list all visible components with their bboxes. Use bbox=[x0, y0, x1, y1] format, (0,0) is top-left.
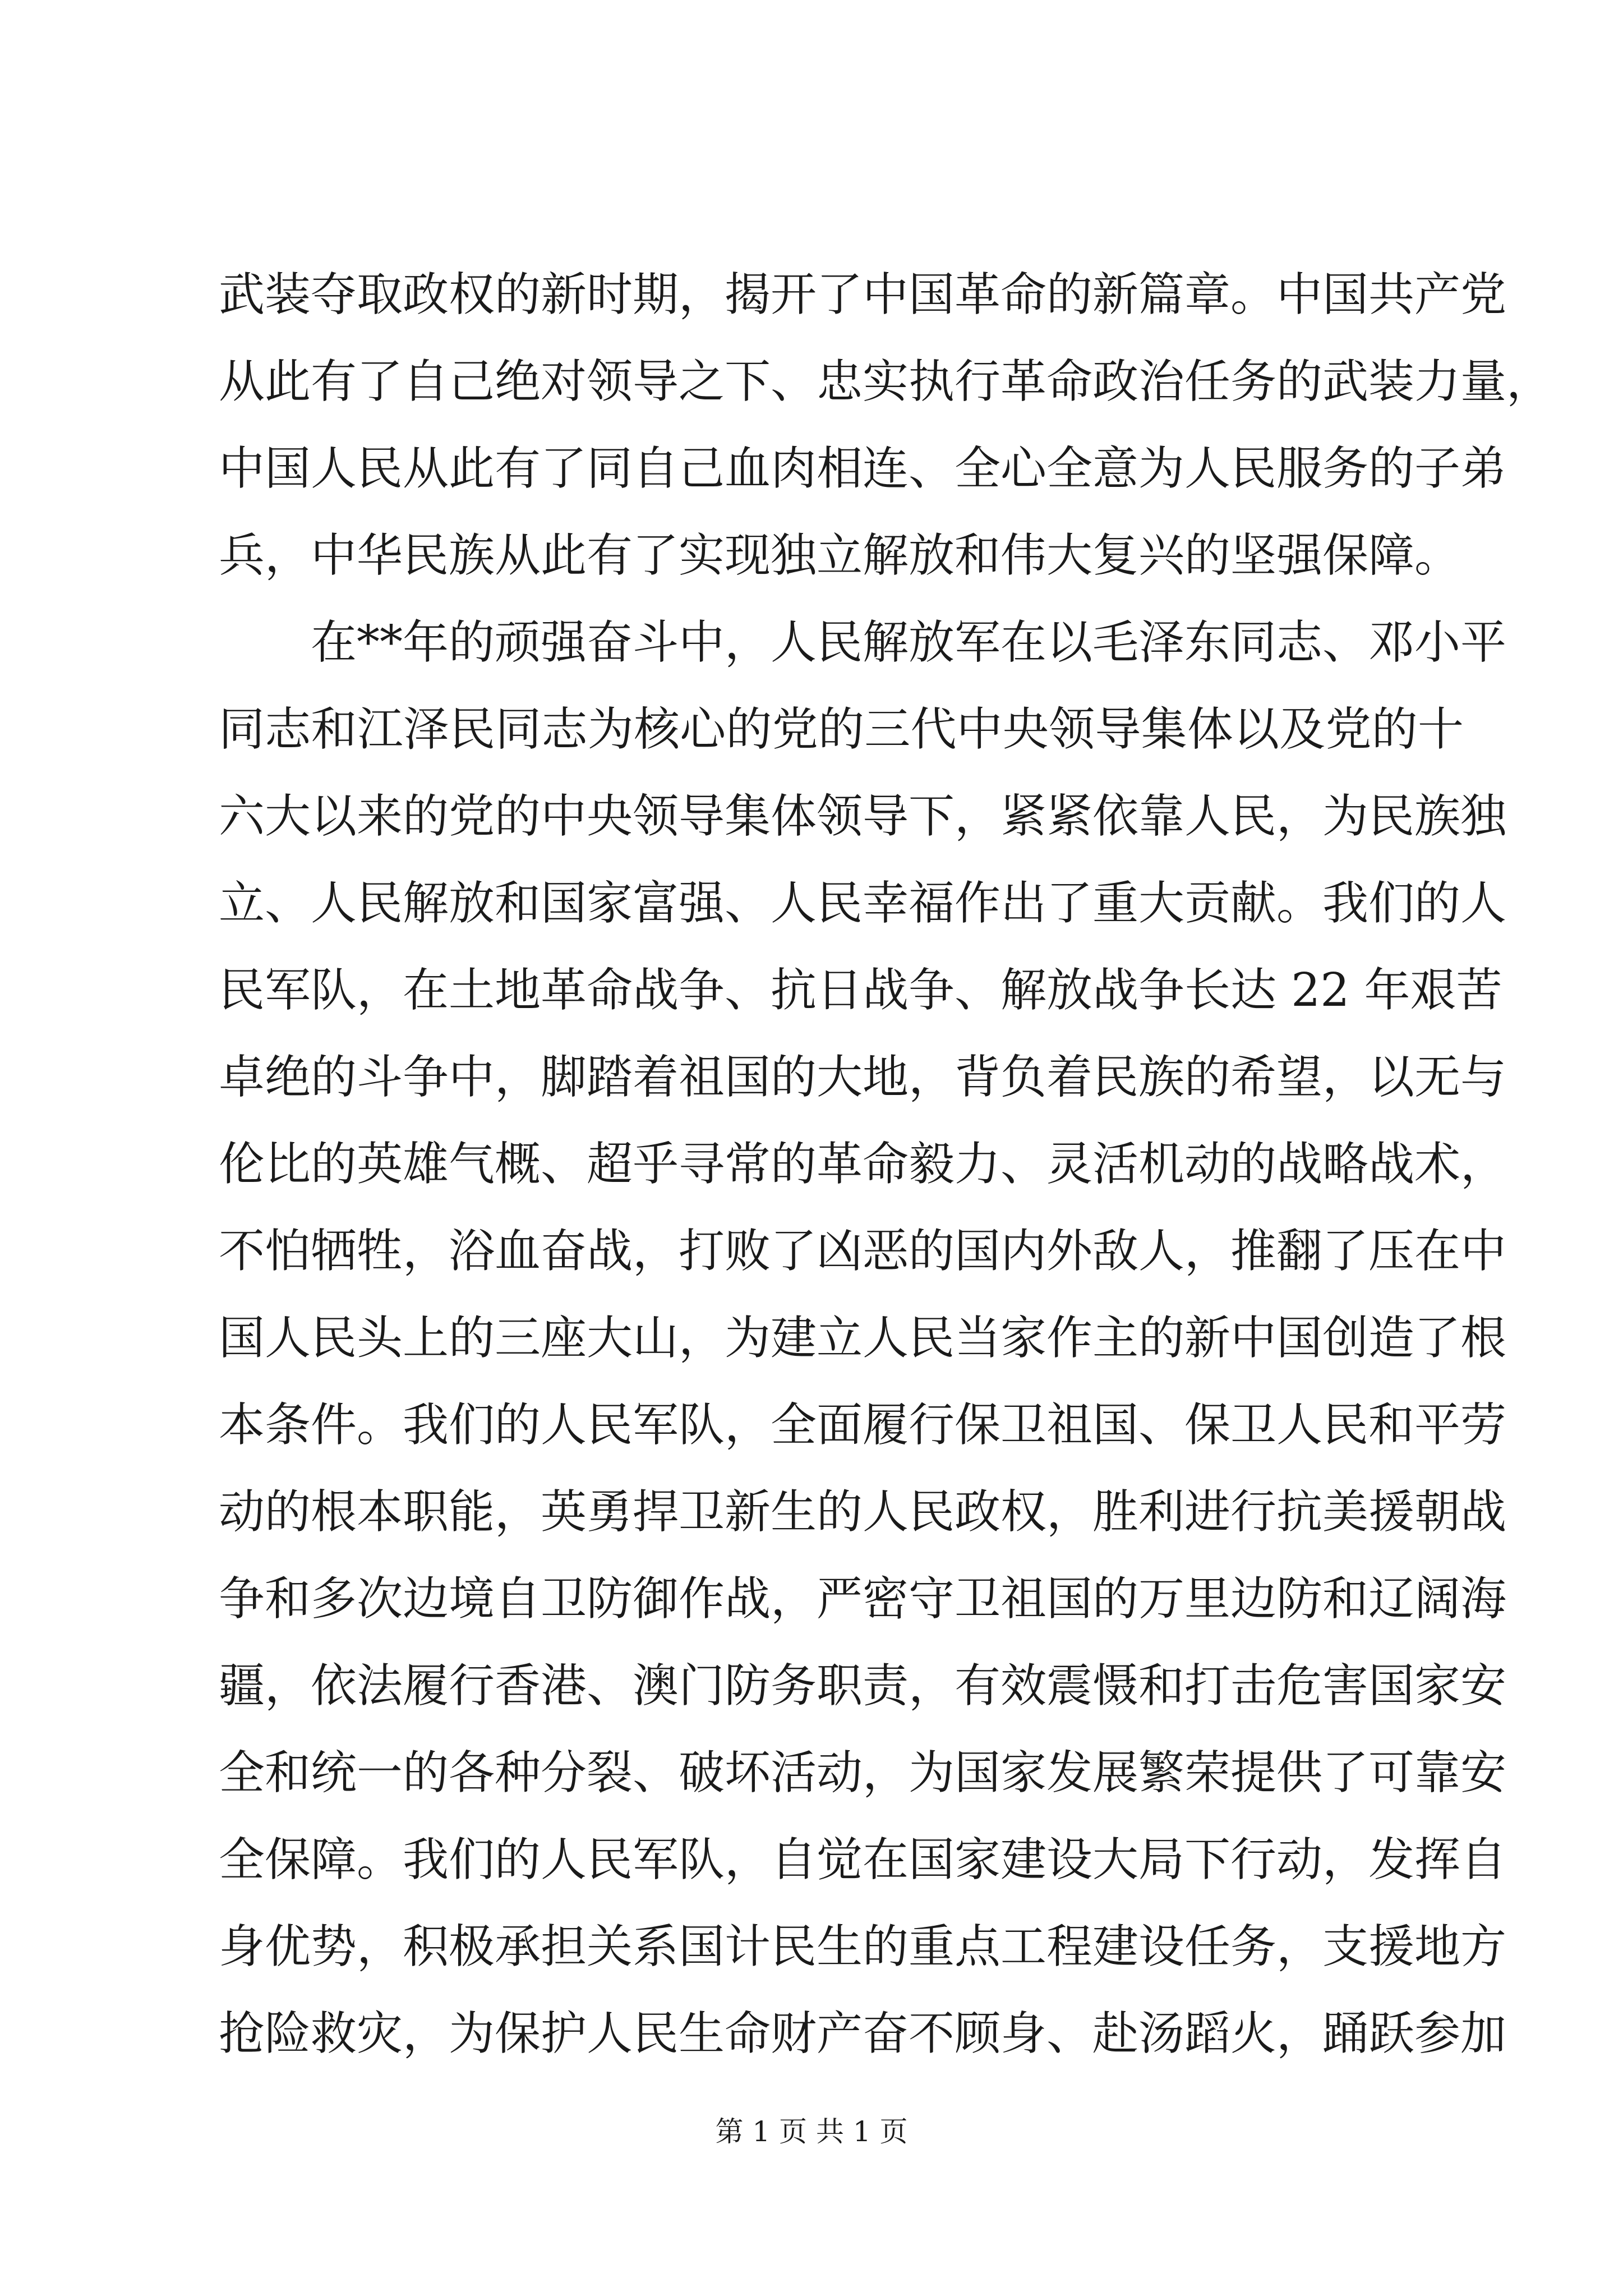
text-line: 六大以来的党的中央领导集体领导下，紧紧依靠人民，为民族独 bbox=[219, 790, 1507, 843]
paragraph-1 bbox=[219, 251, 1553, 599]
text-line: 立、人民解放和国家富强、人民幸福作出了重大贡献。我们的人 bbox=[219, 877, 1507, 930]
text-line: 从此有了自己绝对领导之下、忠实执行革命政治任务的武装力量， bbox=[219, 355, 1553, 408]
text-line: 国人民头上的三座大山，为建立人民当家作主的新中国创造了根 bbox=[219, 1312, 1507, 1365]
text-line: 伦比的英雄气概、超乎寻常的革命毅力、灵活机动的战略战术， bbox=[219, 1138, 1507, 1191]
text-line: 身优势，积极承担关系国计民生的重点工程建设任务，支援地方 bbox=[219, 1920, 1507, 1973]
text-line: 全保障。我们的人民军队，自觉在国家建设大局下行动，发挥自 bbox=[219, 1833, 1507, 1887]
text-line: 疆，依法履行香港、澳门防务职责，有效震慑和打击危害国家安 bbox=[219, 1659, 1507, 1713]
text-line: 在**年的顽强奋斗中，人民解放军在以毛泽东同志、邓小平 bbox=[311, 616, 1507, 669]
text-line: 兵，中华民族从此有了实现独立解放和伟大复兴的坚强保障。 bbox=[219, 529, 1461, 582]
text-line: 中国人民从此有了同自己血肉相连、全心全意为人民服务的子弟 bbox=[219, 442, 1507, 495]
text-line: 民军队，在土地革命战争、抗日战争、解放战争长达 22 年艰苦 bbox=[219, 964, 1502, 1017]
text-line: 全和统一的各种分裂、破坏活动，为国家发展繁荣提供了可靠安 bbox=[219, 1746, 1507, 1800]
text-line: 武装夺取政权的新时期，揭开了中国革命的新篇章。中国共产党 bbox=[219, 268, 1507, 321]
text-line: 本条件。我们的人民军队，全面履行保卫祖国、保卫人民和平劳 bbox=[219, 1398, 1507, 1452]
text-line: 同志和江泽民同志为核心的党的三代中央领导集体以及党的十 bbox=[219, 703, 1464, 756]
text-line: 动的根本职能，英勇捍卫新生的人民政权，胜利进行抗美援朝战 bbox=[219, 1485, 1507, 1539]
text-line: 卓绝的斗争中，脚踏着祖国的大地，背负着民族的希望，以无与 bbox=[219, 1051, 1507, 1104]
page-number-footer: 第 1 页 共 1 页 bbox=[715, 2115, 908, 2148]
text-line: 不怕牺牲，浴血奋战，打败了凶恶的国内外敌人，推翻了压在中 bbox=[219, 1225, 1507, 1278]
text-line: 争和多次边境自卫防御作战，严密守卫祖国的万里边防和辽阔海 bbox=[219, 1572, 1507, 1626]
document-body bbox=[219, 251, 1553, 2077]
text-line: 抢险救灾，为保护人民生命财产奋不顾身、赴汤蹈火，踊跃参加 bbox=[219, 2007, 1507, 2060]
paragraph-2 bbox=[219, 599, 1507, 2077]
